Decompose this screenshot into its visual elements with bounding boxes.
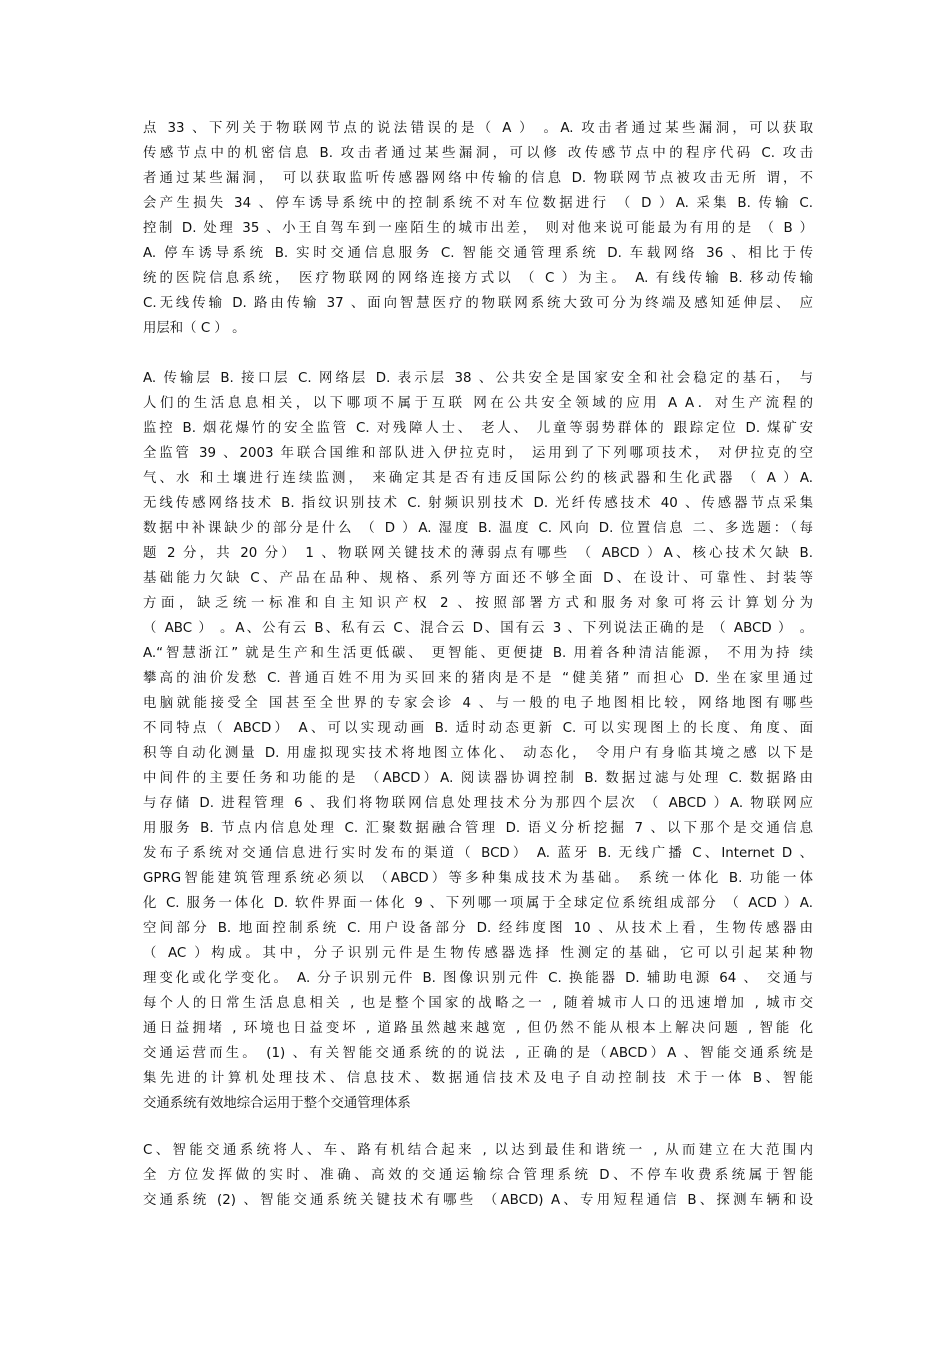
text-line: （ AC ）构成。其中，分子识别元件是生物传感器选择 性测定的基础，它可以引起某种物 xyxy=(143,946,813,961)
text-line: 人们的生活息息相关，以下哪项不属于互联 网在公共安全领域的应用 A A．对生产流程的 xyxy=(143,396,813,411)
text-line: （ ABC ） 。A、公有云 B、私有云 C、混合云 D、国有云 3 、下列说法正确的是 （ ABCD ） 。 xyxy=(143,621,813,636)
text-line: 无线传感网络技术 B. 指纹识别技术 C. 射频识别技术 D. 光纤传感技术 40 、传感器节点采集 xyxy=(143,496,813,511)
text-line: 集先进的计算机处理技术、信息技术、数据通信技术及电子自动控制技 术于一体 B、智能 xyxy=(143,1071,813,1086)
text-line: 者通过某些漏洞， 可以获取监听传感器网络中传输的信息 D. 物联网节点被攻击无所 谓，不 xyxy=(143,171,813,186)
text-line: 传感节点中的机密信息 B. 攻击者通过某些漏洞，可以修 改传感节点中的程序代码 C. 攻击 xyxy=(143,146,813,161)
text-line: 与存储 D. 进程管理 6 、我们将物联网信息处理技术分为那四个层次 （ ABCD ）A. 物联网应 xyxy=(143,796,813,811)
text-line: 交通系统有效地综合运用于整个交通管理体系 xyxy=(143,1096,411,1111)
text-line: 中间件的主要任务和功能的是 （ABCD）A. 阅读器协调控制 B. 数据过滤与处理 C. 数据路由 xyxy=(143,771,813,786)
text-line: C.无线传输 D. 路由传输 37 、面向智慧医疗的物联网系统大致可分为终端及感知延伸层、 应 xyxy=(143,296,813,311)
text-line: 空间部分 B. 地面控制系统 C. 用户设备部分 D. 经纬度图 10 、从技术上看，生物传感器由 xyxy=(143,921,813,936)
text-line: 用服务 B. 节点内信息处理 C. 汇聚数据融合管理 D. 语义分析挖掘 7 、以下那个是交通信息 xyxy=(143,821,813,836)
text-line: 控制 D. 处理 35 、小王自驾车到一座陌生的城市出差， 则对他来说可能最为有用的是 （ B ） xyxy=(143,221,813,236)
text-line: A. 传输层 B. 接口层 C. 网络层 D. 表示层 38 、公共安全是国家安全和社会稳定的基石， 与 xyxy=(143,371,813,386)
text-line: 会产生损失 34 、停车诱导系统中的控制系统不对车位数据进行 （ D ）A. 采集 B. 传输 C. xyxy=(143,196,813,211)
text-line: 化 C. 服务一体化 D. 软件界面一体化 9 、下列哪一项属于全球定位系统组成部分 （ ACD ）A. xyxy=(143,896,813,911)
text-line: 不同特点（ ABCD） A、可以实现动画 B. 适时动态更新 C. 可以实现图上的长度、角度、面 xyxy=(143,721,813,736)
text-line: 数据中补课缺少的部分是什么 （ D ）A. 湿度 B. 温度 C. 风向 D. 位置信息 二、多选题：（每 xyxy=(143,521,813,536)
text-line: 题 2 分，共 20 分） 1 、物联网关键技术的薄弱点有哪些 （ ABCD ）A、核心技术欠缺 B. xyxy=(143,546,813,561)
text-line: C、智能交通系统将人、车、路有机结合起来 , 以达到最佳和谐统一 , 从而建立在大范围内 xyxy=(143,1143,813,1158)
text-line: 气、水 和土壤进行连续监测， 来确定其是否有违反国际公约的核武器和生化武器 （ A ）A. xyxy=(143,471,813,486)
text-line: 监控 B. 烟花爆竹的安全监管 C. 对残障人士、 老人、 儿童等弱势群体的 跟踪定位 D. 煤矿安 xyxy=(143,421,813,436)
text-line: 点 33 、下列关于物联网节点的说法错误的是（ A ） 。A. 攻击者通过某些漏洞，可以获取 xyxy=(143,121,813,136)
text-line: 方面，缺乏统一标准和自主知识产权 2 、按照部署方式和服务对象可将云计算划分为 xyxy=(143,596,813,611)
text-line: 每个人的日常生活息息相关 , 也是整个国家的战略之一 , 随着城市人口的迅速增加 , 城市交 xyxy=(143,996,813,1011)
text-line: 攀高的油价发愁 C. 普通百姓不用为买回来的猪肉是不是 “健美猪” 而担心 D. 坐在家里通过 xyxy=(143,671,813,686)
text-line: 交通运营而生。 (1) 、有关智能交通系统的的说法 , 正确的是（ABCD）A 、智能交通系统是 xyxy=(143,1046,813,1061)
text-line: 全 方位发挥做的实时、准确、高效的交通运输综合管理系统 D、不停车收费系统属于智能 xyxy=(143,1168,813,1183)
paragraph-2 xyxy=(143,366,813,1116)
text-line: A. 停车诱导系统 B. 实时交通信息服务 C. 智能交通管理系统 D. 车载网络 36 、相比于传 xyxy=(143,246,813,261)
text-line: GPRG智能建筑管理系统必须以 （ABCD）等多种集成技术为基础。 系统一体化 B. 功能一体 xyxy=(143,871,813,886)
text-line: 发布子系统对交通信息进行实时发布的渠道（ BCD） A. 蓝牙 B. 无线广播 C、Internet D 、 xyxy=(143,846,813,861)
text-line: 全监管 39 、2003 年联合国维和部队进入伊拉克时， 运用到了下列哪项技术， 对伊拉克的空 xyxy=(143,446,813,461)
text-line: 统的医院信息系统， 医疗物联网的网络连接方式以 （ C ）为主。 A. 有线传输 B. 移动传输 xyxy=(143,271,813,286)
paragraph-3 xyxy=(143,1138,813,1213)
paragraph-1 xyxy=(143,116,813,341)
text-line: 积等自动化测量 D. 用虚拟现实技术将地图立体化、 动态化， 令用户有身临其境之感 以下是 xyxy=(143,746,813,761)
text-line: 用层和（ C ） 。 xyxy=(143,321,246,336)
text-line: 基础能力欠缺 C、产品在品种、规格、系列等方面还不够全面 D、在设计、可靠性、封装等 xyxy=(143,571,813,586)
text-line: A.“智慧浙江” 就是生产和生活更低碳、 更智能、更便捷 B. 用着各种清洁能源， 不用为持 续 xyxy=(143,646,813,661)
text-line: 交通系统 (2) 、智能交通系统关键技术有哪些 （ABCD) A、专用短程通信 B、探测车辆和设 xyxy=(143,1193,813,1208)
text-line: 电脑就能接受全 国甚至全世界的专家会诊 4 、与一般的电子地图相比较，网络地图有哪些 xyxy=(143,696,813,711)
text-line: 理变化或化学变化。 A. 分子识别元件 B. 图像识别元件 C. 换能器 D. 辅助电源 64 、 交通与 xyxy=(143,971,813,986)
text-line: 通日益拥堵 , 环境也日益变坏 , 道路虽然越来越宽 , 但仍然不能从根本上解决问题 , 智能 化 xyxy=(143,1021,813,1036)
